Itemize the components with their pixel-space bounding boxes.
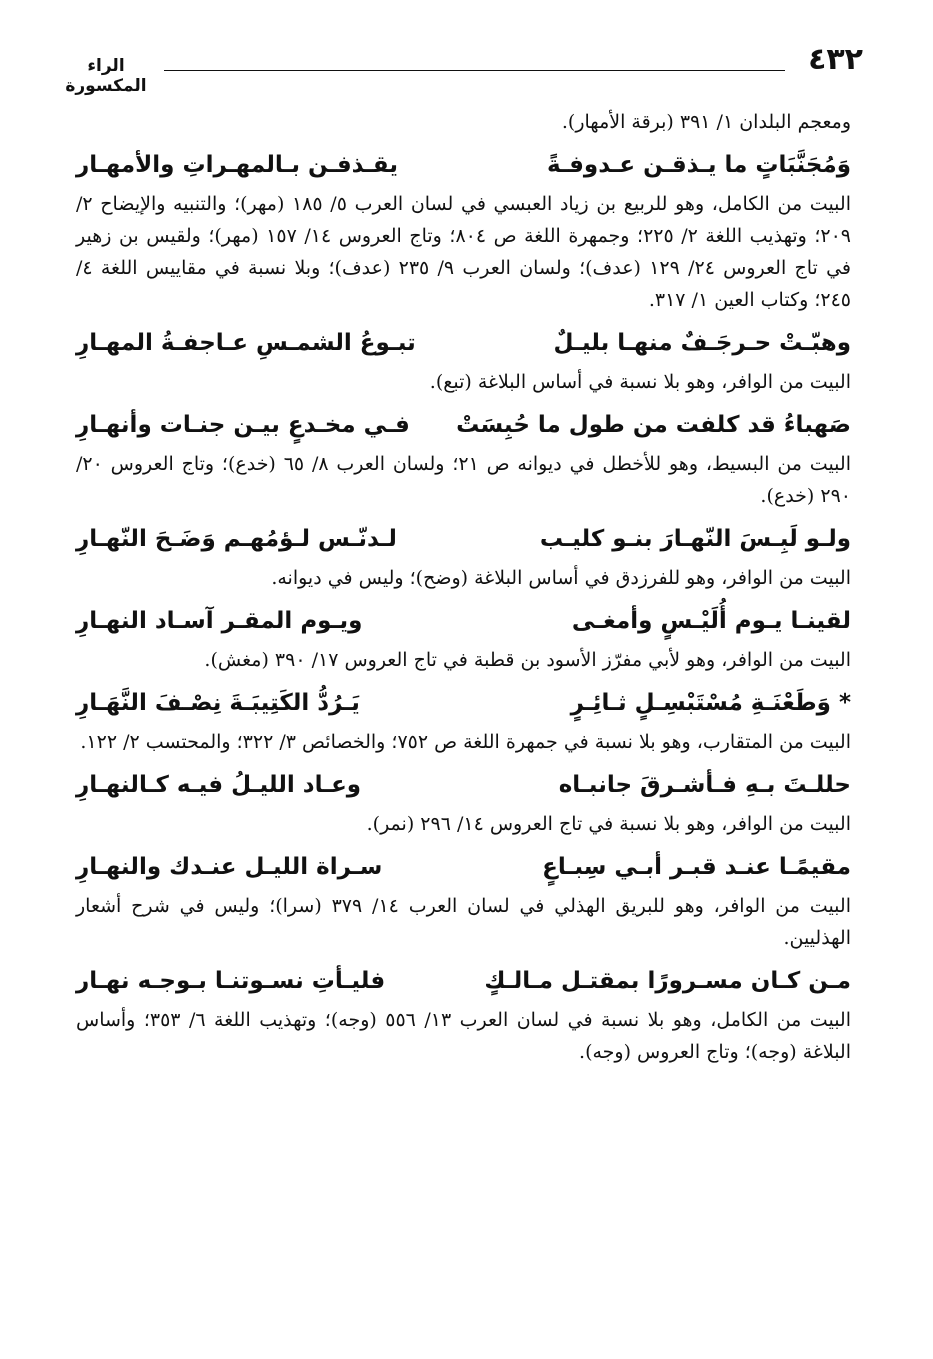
verse — [76, 768, 851, 802]
entry-8 — [76, 850, 851, 954]
verse — [76, 522, 851, 556]
verse-second-hemistich: فليـأتِ نسـوتنـا بـوجـه نهـار — [76, 968, 386, 994]
verse-first-hemistich: لقينـا يـوم أُلَيْـسٍ وأمغـى — [571, 608, 851, 634]
verse-second-hemistich: لـدنّـس لـؤمُهـم وَضَـحَ النّهـارِ — [76, 526, 397, 552]
verse-note: البيت من الكامل، وهو بلا نسبة في لسان العرب ١٣/ ٥٥٦ (وجه)؛ وتهذيب اللغة ٦/ ٣٥٣؛ وأساس البلاغة (وجه)؛ وتاج العروس (وجه). — [76, 1009, 851, 1063]
verse-note: البيت من الوافر، وهو للفرزدق في أساس البلاغة (وضح)؛ وليس في ديوانه. — [271, 567, 851, 589]
verse-first-hemistich: صَهباءُ قد كلفت من طول ما حُبِسَتْ — [456, 412, 851, 438]
verse — [76, 326, 851, 360]
verse-note: البيت من الوافر، وهو بلا نسبة في أساس البلاغة (تبع). — [429, 371, 851, 393]
entry-4 — [76, 522, 851, 594]
entry-6 — [76, 686, 851, 758]
verse-note: البيت من الوافر، وهو بلا نسبة في تاج العروس ١٤/ ٢٩٦ (نمر). — [366, 813, 851, 835]
verse-second-hemistich: يَـرُدُّ الكَتِيبَـةَ نِصْـفَ النَّهَـارِ — [76, 690, 360, 716]
running-title: الراء المكسورة — [65, 56, 147, 96]
verse-note: البيت من الكامل، وهو للربيع بن زياد العبسي في لسان العرب ٥/ ١٨٥ (مهر)؛ والتنبيه والإيضاح ٢/ ٢٠٩؛ وتهذيب اللغة ٢/ ٢٢٥؛ وجمهرة اللغة ص ٨٠٤؛ وتاج العروس ١٤/ ١٥٧ (مهر)؛ ولقيس بن زهير في تاج العروس ٢٤/ ١٢٩ (عدف)؛ ولسان العرب ٩/ ٢٣٥ (عدف)؛ وبلا نسبة في مقاييس اللغة ٤/ ٢٤٥؛ وكتاب العين ١/ ٣١٧. — [76, 193, 852, 311]
verse — [76, 850, 851, 884]
verse-second-hemistich: سـراة الليـل عنـدك والنهـارِ — [76, 854, 383, 880]
entry-7 — [76, 768, 851, 840]
verse-note: البيت من الوافر، وهو للبريق الهذلي في لسان العرب ١٤/ ٣٧٩ (سرا)؛ وليس في شرح أشعار الهذليين. — [76, 895, 851, 949]
entry-3 — [76, 408, 851, 512]
verse-note: البيت من الوافر، وهو لأبي مفرّز الأسود بن قطبة في تاج العروس ١٧/ ٣٩٠ (مغش). — [204, 649, 851, 671]
verse — [76, 964, 851, 998]
verse-note: البيت من البسيط، وهو للأخطل في ديوانه ص ٢١؛ ولسان العرب ٨/ ٦٥ (خدع)؛ وتاج العروس ٢٠/ ٢٩٠ (خدع). — [76, 453, 851, 507]
entry-1 — [76, 148, 851, 316]
page-header — [52, 40, 883, 96]
verse-first-hemistich: وَمُجَنَّبَاتٍ ما يـذقـن عـدوفـةً — [547, 152, 851, 178]
entry-9 — [76, 964, 851, 1068]
verse-note: البيت من المتقارب، وهو بلا نسبة في جمهرة اللغة ص ٧٥٢؛ والخصائص ٣/ ٣٢٢؛ والمحتسب ٢/ ١٢٢. — [80, 731, 851, 753]
verse-second-hemistich: يقـذفـن بـالمهـراتِ والأمهـار — [76, 152, 398, 178]
verse-first-hemistich: حللـتَ بـهِ فـأشـرقَ جانبـاه — [558, 772, 851, 798]
page-number: ٤٣٢ — [808, 42, 863, 77]
verse-first-hemistich: ولـو لَبِـسَ النّهـارَ بنـو كليـب — [539, 526, 851, 552]
verse-second-hemistich: تبـوعُ الشمـسِ عـاجفـةُ المهـارِ — [76, 330, 416, 356]
verse — [76, 604, 851, 638]
verse-second-hemistich: فـي مخـدعٍ بيـن جنـات وأنهـارِ — [76, 412, 410, 438]
verse — [76, 686, 851, 720]
verse-second-hemistich: وعـاد الليـلُ فيـه كـالنهـارِ — [76, 772, 362, 798]
verse — [76, 408, 851, 442]
verse-first-hemistich: * وَطَعْنَـةِ مُسْتَبْسِـلٍ ثـائِـرٍ — [570, 690, 851, 716]
intro-note: ومعجم البلدان ١/ ٣٩١ (برقة الأمهار). — [561, 111, 851, 133]
verse — [76, 148, 851, 182]
verse-first-hemistich: مـن كـان مسـرورًا بمقتـل مـالـكٍ — [484, 968, 851, 994]
page-content — [76, 106, 851, 1076]
header-rule — [164, 70, 785, 71]
entry-5 — [76, 604, 851, 676]
verse-second-hemistich: ويـوم المقـر آسـاد النهـارِ — [76, 608, 363, 634]
verse-first-hemistich: وهبّـتْ حـرجَـفٌ منهـا بليـلٌ — [553, 330, 851, 356]
verse-first-hemistich: مقيمًـا عنـد قبـر أبـي سِبـاعٍ — [542, 854, 851, 880]
entry-2 — [76, 326, 851, 398]
